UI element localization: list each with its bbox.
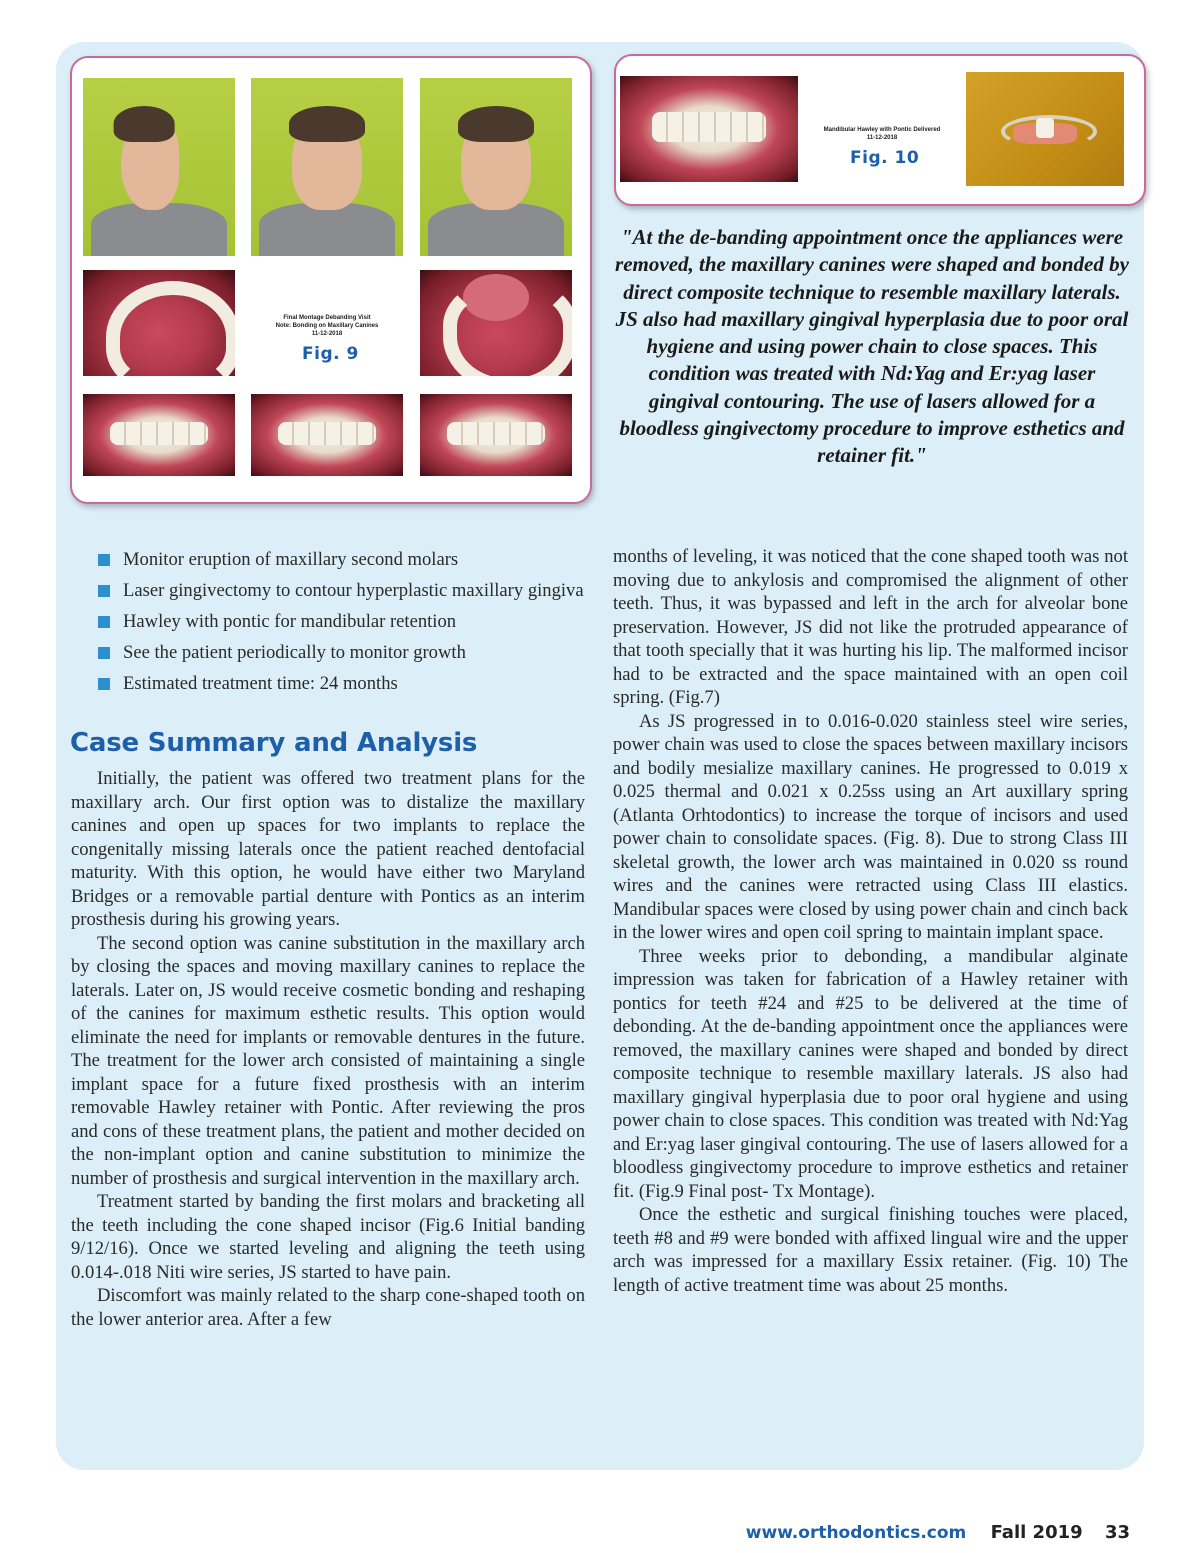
bullet-square xyxy=(98,678,110,690)
fig9-caption-date: 11-12-2018 xyxy=(311,331,343,337)
paragraph: Treatment started by banding the first molars and bracketing all the teeth including the cone shaped incisor (Fig.6 Initial banding 9/12/16). Once we started leveling and aligning the teeth using 0.014-.018 Niti wire series, JS started to have pain. xyxy=(71,1191,585,1283)
paragraph: As JS progressed in to 0.016-0.020 stainless steel wire series, power chain was used to close the spaces between maxillary incisors and bodily mesialize maxillary canines. He progressed to 0.019 x 0.025 thermal and 0.021 x 0.25ss using an Art auxillary spring (Atlanta Orhtodontics) to increase the torque of incisors and used power chain to consolidate spaces. (Fig. 8). Due to strong Class III skeletal growth, the lower arch was maintained in 0.020 ss round wires and the canines were retracted using Class III elastics. Mandibular spaces were closed by using power chain and cinch back in the lower wires and open coil spring to maintain implant space. xyxy=(613,710,1128,943)
bullet-square xyxy=(98,647,110,659)
list-item-text: Hawley with pontic for mandibular retention xyxy=(123,610,457,632)
hawley-retainer-photo xyxy=(966,72,1124,186)
right-column xyxy=(613,545,1128,1297)
list-item xyxy=(98,673,590,695)
fig9-caption xyxy=(252,314,402,338)
footer-url[interactable]: www.orthodontics.com xyxy=(745,1523,967,1543)
fig9-caption-line1: Final Montage Debanding Visit xyxy=(283,315,371,321)
paragraph: months of leveling, it was noticed that the cone shaped tooth was not moving due to ankylosis and compromised the alignment of other teeth. Thus, it was bypassed and left in the arch for alveolar bone preservation. However, JS did not like the protruded appearance of that tooth specially that it was hurting his lip. The malformed incisor had to be extracted and the space maintained with an open coil spring. (Fig.7) xyxy=(613,546,1128,708)
page-footer xyxy=(746,1522,1130,1543)
paragraph: Discomfort was mainly related to the sharp cone-shaped tooth on the lower anterior area. After a few xyxy=(71,1285,585,1330)
bullet-square xyxy=(98,616,110,628)
bullet-square xyxy=(98,554,110,566)
left-buccal-photo xyxy=(420,394,572,476)
paragraph: Initially, the patient was offered two treatment plans for the maxillary arch. Our first option was to distalize the maxillary canines and open up spaces for two implants to replace the congenitally missing laterals once the patient reached dentofacial maturity. With this option, he would have either two Maryland Bridges or a removable partial denture with Pontics as an interim prosthesis during his growing years. xyxy=(71,768,585,930)
fig10-caption xyxy=(812,126,952,142)
frontal-intraoral-photo xyxy=(251,394,403,476)
fig10-caption-date: 11-12-2018 xyxy=(866,135,898,141)
list-item xyxy=(98,549,590,571)
list-item xyxy=(98,642,590,664)
fig10-label: Fig. 10 xyxy=(850,148,920,168)
fig9-label: Fig. 9 xyxy=(302,344,359,364)
fig9-caption-line2: Note: Bonding on Maxillary Canines xyxy=(275,323,379,329)
pull-quote: "At the de-banding appointment once the appliances were removed, the maxillary canines were shaped and bonded by direct composite technique to resemble maxillary laterals. JS also had maxillary gingival hyperplasia due to poor oral hygiene and using power chain to close spaces. This condition was treated with Nd:Yag and Er:yag laser gingival contouring. The use of lasers allowed for a bloodless gingivectomy procedure to improve esthetics and retainer fit." xyxy=(615,225,1129,468)
fig10-caption-line1: Mandibular Hawley with Pontic Delivered xyxy=(823,127,941,133)
page-number: 33 xyxy=(1104,1522,1130,1543)
footer-issue: Fall 2019 xyxy=(990,1522,1083,1543)
mandibular-hawley-intraoral-photo xyxy=(620,76,798,182)
list-item-text: Estimated treatment time: 24 months xyxy=(123,672,398,694)
fig10-frame xyxy=(614,54,1146,206)
treatment-plan-list xyxy=(98,549,590,704)
smiling-photo xyxy=(420,78,572,256)
list-item-text: Monitor eruption of maxillary second molars xyxy=(123,549,459,570)
frontal-photo xyxy=(251,78,403,256)
left-column xyxy=(71,767,585,1331)
upper-occlusal-photo xyxy=(83,270,235,376)
right-buccal-photo xyxy=(83,394,235,476)
profile-photo xyxy=(83,78,235,256)
lower-occlusal-photo xyxy=(420,270,572,376)
list-item-text: Laser gingivectomy to contour hyperplastic maxillary gingiva xyxy=(123,579,584,601)
paragraph: Once the esthetic and surgical finishing touches were placed, teeth #8 and #9 were bonded with affixed lingual wire and the upper arch was impressed for a maxillary Essix retainer. (Fig. 10) The length of active treatment time was about 25 months. xyxy=(613,1204,1128,1296)
bullet-square xyxy=(98,585,110,597)
paragraph: Three weeks prior to debonding, a mandibular alginate impression was taken for fabrication of a Hawley retainer with pontics for teeth #24 and #25 to be delivered at the time of debonding. At the de-banding appointment once the appliances were removed, the maxillary canines were shaped and bonded by direct composite technique to resemble maxillary laterals. JS also had maxillary gingival hyperplasia due to poor oral hygiene and using power chain to close spaces. This condition was treated with Nd:Yag and Er:yag laser gingival contouring. The use of lasers allowed for a bloodless gingivectomy procedure to improve esthetics and retainer fit. (Fig.9 Final post- Tx Montage). xyxy=(613,945,1128,1202)
list-item xyxy=(98,580,590,602)
list-item-text: See the patient periodically to monitor growth xyxy=(123,641,466,663)
paragraph: The second option was canine substitution in the maxillary arch by closing the spaces and moving maxillary canines to replace the laterals. Later on, JS would receive cosmetic bonding and reshaping of the canines for maximum esthetic results. This option would eliminate the need for implants or removable dentures in the future. The treatment for the lower arch consisted of maintaining a single implant space for a future fixed prosthesis with an interim removable Hawley retainer with Pontic. After reviewing the pros and cons of these treatment plans, the patient and mother decided on the non-implant option and canine substitution to minimize the number of prosthesis and surgical intervention in the maxillary arch. xyxy=(71,932,585,1189)
fig9-frame xyxy=(70,56,592,504)
list-item xyxy=(98,611,590,633)
section-heading: Case Summary and Analysis xyxy=(70,728,478,758)
